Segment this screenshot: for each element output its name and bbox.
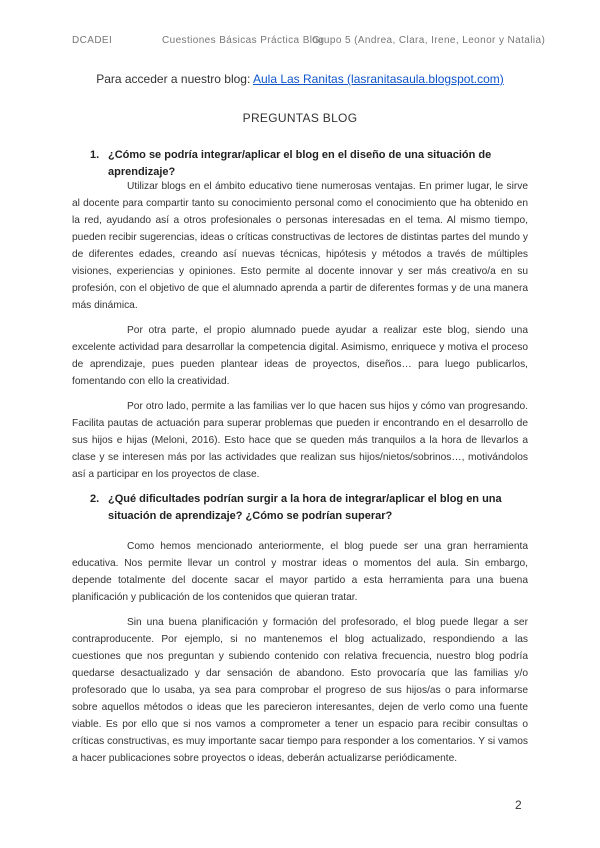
- paragraph: Utilizar blogs en el ámbito educativo tiene numerosas ventajas. En primer lugar, le sirve al docente para compartir tanto su conocimiento personal como el conocimiento que ha obtenido en la red, ayudando así a otros profesionales o personas interesadas en el tema. Al mismo tiempo, pueden recibir sugerencias, ideas o críticas constructivas de lectores de distintas partes del mundo y de diferentes edades, creando así nuevas técnicas, hipótesis y métodos a través de múltiples visiones, experiencias y opiniones. Esto permite al docente innovar y ser más creativo/a en su profesión, con el objetivo de que el alumnado aprenda a partir de diferentes formas y de una manera más dinámica.: [72, 181, 528, 311]
- question-number: 1.: [90, 149, 100, 161]
- paragraph: Por otra parte, el propio alumnado puede ayudar a realizar este blog, siendo una excelente actividad para desarrollar la competencia digital. Asimismo, enriquece y motiva el proceso de aprendizaje, pues pueden plantear ideas de proyectos, diseños… para luego publicarlos, fomentando con ello la creatividad.: [72, 325, 528, 387]
- header-right: Grupo 5 (Andrea, Clara, Irene, Leonor y Natalia): [312, 35, 546, 46]
- blog-link[interactable]: Aula Las Ranitas (lasranitasaula.blogspot.com): [252, 72, 504, 86]
- page-title: PREGUNTAS BLOG: [242, 111, 358, 125]
- question-number: 2.: [90, 493, 100, 505]
- paragraph: Sin una buena planificación y formación del profesorado, el blog puede llegar a ser contraproducente. Por ejemplo, si no mantenemos el blog actualizado, respondiendo a las cuestiones que nos preguntan y subiendo contenido con relativa frecuencia, nuestro blog podría quedarse desactualizado y dar sensación de abandono. Esto provocaría que las familias y/o profesorado que lo usaba, ya sea para comprobar el progreso de sus hijos/as o para informarse sobre aquellos métodos o ideas que les parecieron interesantes, dejen de verlo como una fuente viable. Es por ello que si nos vamos a comprometer a tener un espacio para recibir consultas o críticas constructivas, es muy importante sacar tiempo para responder a los comentarios. Y si vamos a hacer publicaciones sobre proyectos o ideas, deberán actualizarse periódicamente.: [72, 617, 528, 764]
- paragraph: Por otro lado, permite a las familias ver lo que hacen sus hijos y cómo van progresando. Facilita pautas de actuación para superar problemas que pueden ir encontrando en el desarrollo de sus hijos e hijas (Meloni, 2016). Esto hace que se queden más tranquilos a la hora de llevarlos a clase y se interesen más por las actividades que realizan sus hijos/nietos/sobrinos…, motivándolos así a participar en los proyectos de clase.: [72, 401, 528, 480]
- header-center: Cuestiones Básicas Práctica Blog: [162, 35, 325, 46]
- question-text: ¿Qué dificultades podrían surgir a la hora de integrar/aplicar el blog en una situación de aprendizaje? ¿Cómo se podrían superar?: [108, 493, 502, 522]
- header-left: DCADEI: [72, 35, 113, 46]
- question-heading: [90, 491, 530, 525]
- question-text: ¿Cómo se podría integrar/aplicar el blog en el diseño de una situación de aprendizaje?: [108, 149, 492, 178]
- paragraph: Como hemos mencionado anteriormente, el blog puede ser una gran herramienta educativa. Nos permite llevar un control y mostrar ideas o momentos del aula. Sin embargo, depende totalmente del docente sacar el mayor partido a esta herramienta para una buena planificación y publicación de los contenidos que quieran tratar.: [72, 541, 528, 603]
- intro-text: Para acceder a nuestro blog:: [96, 72, 251, 86]
- question-heading: [90, 147, 530, 181]
- blog-intro: [0, 72, 600, 86]
- page-number: 2: [515, 798, 522, 812]
